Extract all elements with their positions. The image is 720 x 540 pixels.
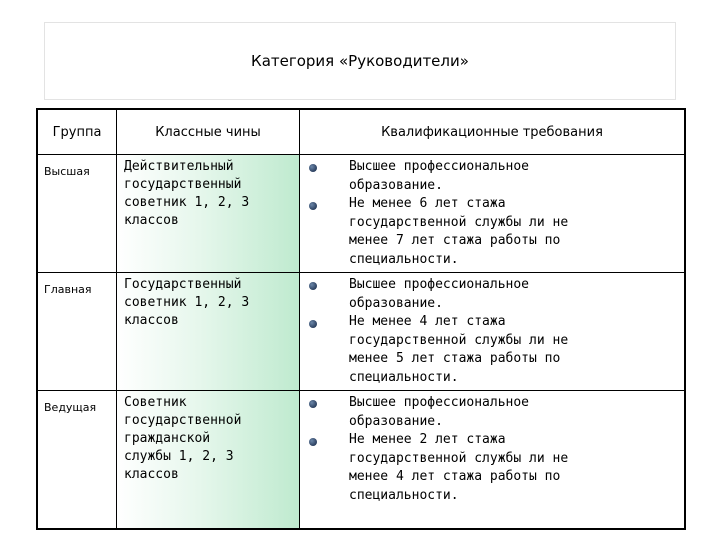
round-bullet-icon <box>309 164 317 172</box>
round-bullet-icon <box>309 282 317 290</box>
round-bullet-icon <box>309 320 317 328</box>
requirements-text <box>349 394 679 505</box>
group-cell: Главная <box>38 272 117 390</box>
header-group: Группа <box>38 110 117 154</box>
requirements-text <box>349 158 679 269</box>
header-ranks: Классные чины <box>155 124 261 140</box>
page-title: Категория «Руководители» <box>251 52 469 70</box>
qualification-table <box>36 108 686 530</box>
header-requirements: Квалификационные требования <box>299 110 684 154</box>
rank-cell: Действительный государственный советник 1, 2, 3 классов <box>117 154 299 272</box>
round-bullet-icon <box>309 202 317 210</box>
requirements-cell <box>299 154 684 272</box>
requirement-experience: Не менее 4 лет стажа государственной службы ли не менее 5 лет стажа работы по специальности. <box>349 314 569 385</box>
requirements-cell <box>299 272 684 390</box>
rank-cell: Государственный советник 1, 2, 3 классов <box>117 272 299 390</box>
requirements-text <box>349 276 679 387</box>
title-box <box>44 22 676 100</box>
requirements-cell <box>299 390 684 528</box>
group-cell: Ведущая <box>38 390 117 528</box>
requirement-education: Высшее профессиональное образование. <box>349 159 530 193</box>
requirement-experience: Не менее 2 лет стажа государственной службы ли не менее 4 лет стажа работы по специальности. <box>349 432 569 503</box>
round-bullet-icon <box>309 400 317 408</box>
requirement-education: Высшее профессиональное образование. <box>349 277 530 311</box>
round-bullet-icon <box>309 438 317 446</box>
requirement-education: Высшее профессиональное образование. <box>349 395 530 429</box>
group-cell: Высшая <box>38 154 117 272</box>
requirement-experience: Не менее 6 лет стажа государственной службы ли не менее 7 лет стажа работы по специальности. <box>349 196 569 267</box>
rank-cell: Советник государственной гражданской службы 1, 2, 3 классов <box>117 390 299 528</box>
